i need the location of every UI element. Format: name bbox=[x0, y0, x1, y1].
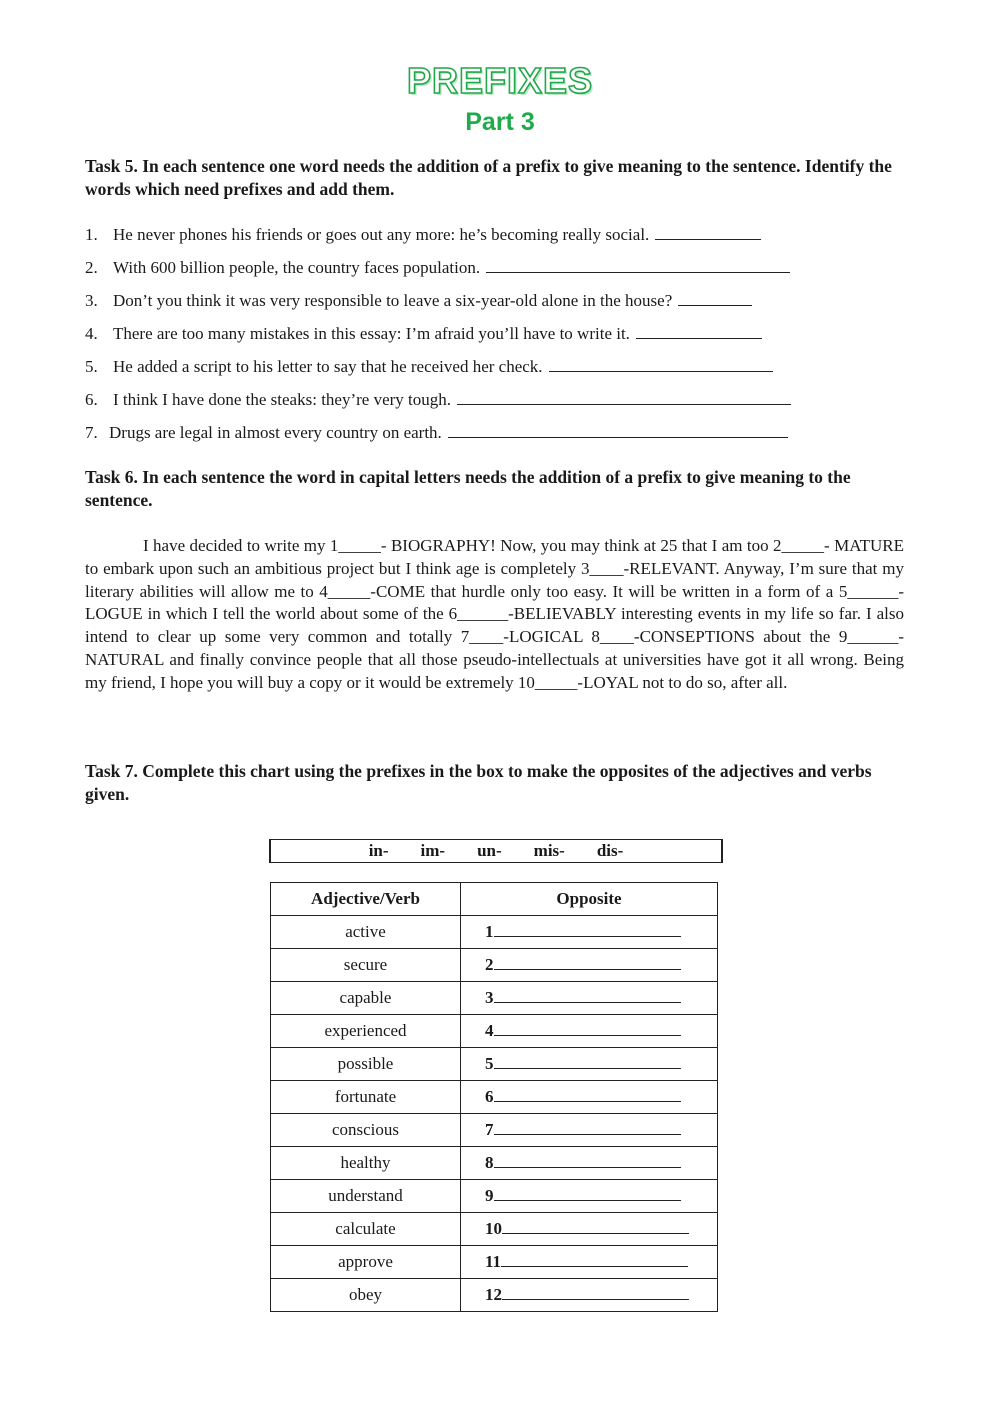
row-number: 8 bbox=[485, 1153, 494, 1172]
opposites-chart bbox=[270, 882, 718, 1312]
row-number: 4 bbox=[485, 1021, 494, 1040]
answer-blank[interactable] bbox=[494, 1153, 681, 1168]
item-text: He never phones his friends or goes out any more: he’s becoming really social. bbox=[113, 225, 650, 244]
prefix-option: im- bbox=[420, 841, 446, 860]
opposite-cell[interactable] bbox=[461, 982, 718, 1015]
prefix-option: un- bbox=[477, 841, 502, 860]
row-number: 12 bbox=[485, 1285, 502, 1304]
col-header-adjective: Adjective/Verb bbox=[271, 883, 461, 916]
row-number: 6 bbox=[485, 1087, 494, 1106]
item-text: I think I have done the steaks: they’re very tough. bbox=[113, 390, 452, 409]
row-number: 10 bbox=[485, 1219, 502, 1238]
answer-blank[interactable] bbox=[486, 258, 790, 273]
page-title: PREFIXES bbox=[406, 60, 594, 101]
adjective-cell: approve bbox=[271, 1246, 461, 1279]
task5-item bbox=[85, 323, 762, 345]
chart-row bbox=[271, 916, 718, 949]
task7-instruction: Task 7. Complete this chart using the prefixes in the box to make the opposites of the adjectives and verbs given. bbox=[85, 761, 872, 804]
item-number: 4. bbox=[85, 324, 98, 343]
answer-blank[interactable] bbox=[502, 1285, 689, 1300]
answer-blank[interactable] bbox=[494, 955, 681, 970]
prefix-option: mis- bbox=[533, 841, 565, 860]
col-header-opposite: Opposite bbox=[461, 883, 718, 916]
chart-row bbox=[271, 1147, 718, 1180]
item-number: 3. bbox=[85, 291, 98, 310]
adjective-cell: calculate bbox=[271, 1213, 461, 1246]
chart-row bbox=[271, 1048, 718, 1081]
task6-instruction: Task 6. In each sentence the word in capital letters needs the addition of a prefix to give meaning to the sentence. bbox=[85, 467, 851, 510]
row-number: 1 bbox=[485, 922, 494, 941]
prefix-option: in- bbox=[368, 841, 389, 860]
item-number: 2. bbox=[85, 258, 98, 277]
answer-blank[interactable] bbox=[655, 225, 761, 240]
opposite-cell[interactable] bbox=[461, 1213, 718, 1246]
item-number: 1. bbox=[85, 225, 98, 244]
item-text: There are too many mistakes in this essay: I’m afraid you’ll have to write it. bbox=[113, 324, 630, 343]
task6-paragraph: I have decided to write my 1_____- BIOGRAPHY! Now, you may think at 25 that I am too 2_____- MATURE to embark upon such an ambitious project but I think age is completely 3____-RELEVANT. Anyway, I’m sure that my literary abilities will allow me to 4_____-COME that hurdle only too easy. It will be written in a form of a 5______- LOGUE in which I tell the world about some of the 6______-BELIEVABLY interesting events in my life so far. I also intend to clear up some very common and totally 7____-LOGICAL 8____-CONSEPTIONS about the 9______-NATURAL and finally convince people that all those pseudo-intellectuals at universities have got it all wrong. Being my friend, I hope you will buy a copy or it would be extremely 10_____-LOYAL not to do so, after all. bbox=[85, 536, 904, 692]
adjective-cell: healthy bbox=[271, 1147, 461, 1180]
adjective-cell: possible bbox=[271, 1048, 461, 1081]
item-number: 6. bbox=[85, 390, 98, 409]
answer-blank[interactable] bbox=[501, 1252, 688, 1267]
task5-item bbox=[85, 290, 752, 312]
opposite-cell[interactable] bbox=[461, 949, 718, 982]
row-number: 5 bbox=[485, 1054, 494, 1073]
task5-item bbox=[85, 356, 773, 378]
item-text: With 600 billion people, the country faces population. bbox=[113, 258, 481, 277]
item-number: 5. bbox=[85, 357, 98, 376]
answer-blank[interactable] bbox=[494, 1087, 681, 1102]
item-text: Drugs are legal in almost every country on earth. bbox=[109, 423, 442, 442]
opposite-cell[interactable] bbox=[461, 1246, 718, 1279]
row-number: 2 bbox=[485, 955, 494, 974]
chart-row bbox=[271, 1213, 718, 1246]
adjective-cell: capable bbox=[271, 982, 461, 1015]
opposite-cell[interactable] bbox=[461, 1048, 718, 1081]
chart-row bbox=[271, 1279, 718, 1312]
row-number: 3 bbox=[485, 988, 494, 1007]
task5-item bbox=[85, 257, 790, 279]
prefix-box bbox=[269, 839, 723, 863]
opposite-cell[interactable] bbox=[461, 1015, 718, 1048]
answer-blank[interactable] bbox=[494, 1054, 681, 1069]
row-number: 9 bbox=[485, 1186, 494, 1205]
item-text: Don’t you think it was very responsible to leave a six-year-old alone in the house? bbox=[113, 291, 673, 310]
answer-blank[interactable] bbox=[549, 357, 773, 372]
chart-row bbox=[271, 1246, 718, 1279]
chart-header-row bbox=[271, 883, 718, 916]
chart-row bbox=[271, 1114, 718, 1147]
row-number: 7 bbox=[485, 1120, 494, 1139]
adjective-cell: fortunate bbox=[271, 1081, 461, 1114]
opposite-cell[interactable] bbox=[461, 916, 718, 949]
item-number: 7. bbox=[85, 423, 98, 442]
opposite-cell[interactable] bbox=[461, 1147, 718, 1180]
answer-blank[interactable] bbox=[678, 291, 752, 306]
item-text: He added a script to his letter to say that he received her check. bbox=[113, 357, 543, 376]
adjective-cell: secure bbox=[271, 949, 461, 982]
answer-blank[interactable] bbox=[494, 922, 681, 937]
chart-row bbox=[271, 1081, 718, 1114]
answer-blank[interactable] bbox=[502, 1219, 689, 1234]
opposite-cell[interactable] bbox=[461, 1114, 718, 1147]
opposite-cell[interactable] bbox=[461, 1180, 718, 1213]
task5-instruction: Task 5. In each sentence one word needs the addition of a prefix to give meaning to the sentence. Identify the words which need prefixes and add them. bbox=[85, 156, 892, 199]
chart-row bbox=[271, 1180, 718, 1213]
adjective-cell: obey bbox=[271, 1279, 461, 1312]
prefix-option: dis- bbox=[596, 841, 624, 860]
chart-row bbox=[271, 1015, 718, 1048]
adjective-cell: understand bbox=[271, 1180, 461, 1213]
task5-item bbox=[85, 422, 788, 444]
answer-blank[interactable] bbox=[494, 1186, 681, 1201]
opposite-cell[interactable] bbox=[461, 1081, 718, 1114]
answer-blank[interactable] bbox=[494, 1120, 681, 1135]
task5-item bbox=[85, 389, 791, 411]
page-subtitle: Part 3 bbox=[465, 108, 535, 136]
answer-blank[interactable] bbox=[494, 988, 681, 1003]
answer-blank[interactable] bbox=[448, 423, 788, 438]
opposite-cell[interactable] bbox=[461, 1279, 718, 1312]
chart-row bbox=[271, 949, 718, 982]
adjective-cell: active bbox=[271, 916, 461, 949]
adjective-cell: experienced bbox=[271, 1015, 461, 1048]
chart-row bbox=[271, 982, 718, 1015]
task5-item bbox=[85, 224, 761, 246]
answer-blank[interactable] bbox=[457, 390, 791, 405]
row-number: 11 bbox=[485, 1252, 502, 1271]
adjective-cell: conscious bbox=[271, 1114, 461, 1147]
answer-blank[interactable] bbox=[494, 1021, 681, 1036]
answer-blank[interactable] bbox=[636, 324, 762, 339]
